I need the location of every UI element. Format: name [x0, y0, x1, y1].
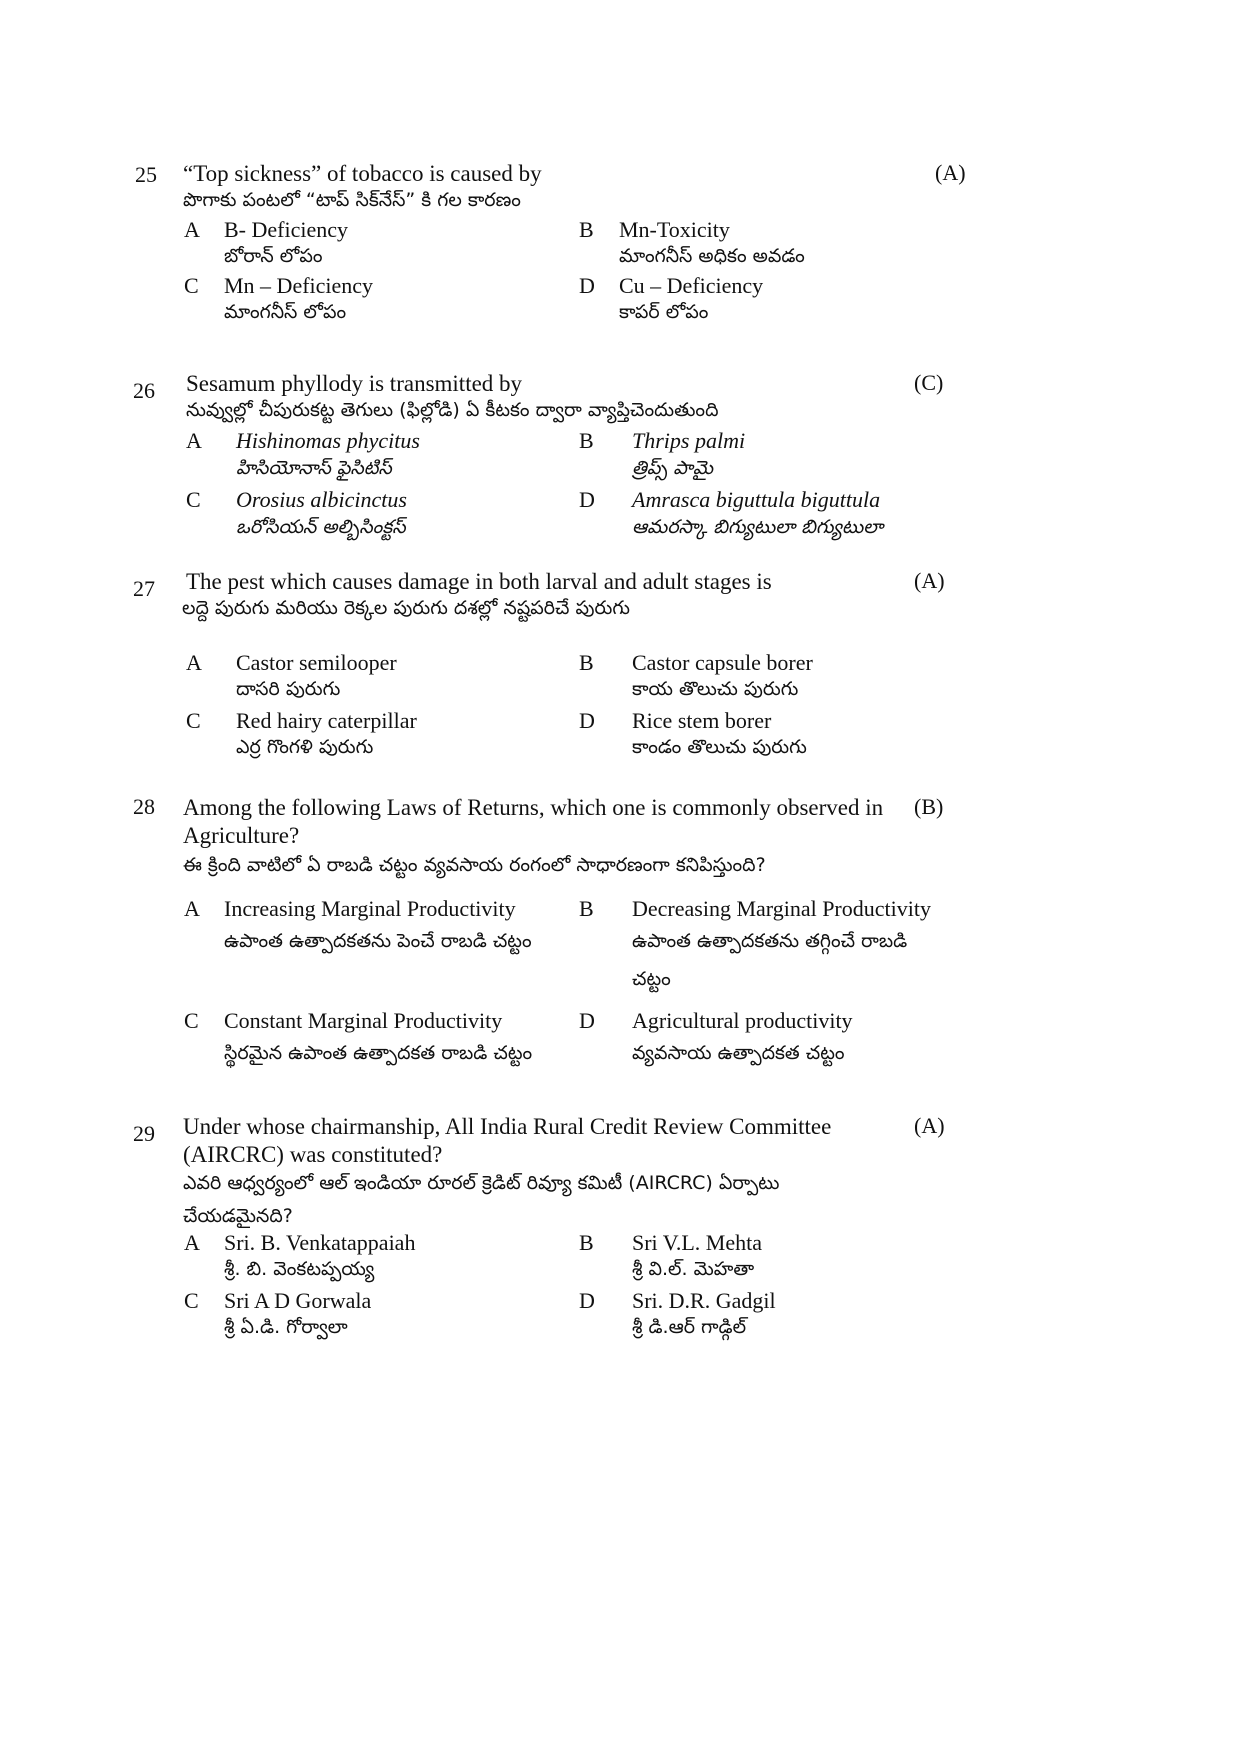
option-letter: D: [579, 487, 595, 512]
option-text: Mn – Deficiency: [224, 273, 374, 298]
option-text-telugu: ఆమరస్కా బిగ్యుటులా బిగ్యుటులా: [632, 516, 884, 538]
option-letter: C: [184, 1008, 199, 1033]
option-text: Sri. B. Venkatappaiah: [224, 1230, 416, 1255]
option-text-telugu: శ్రీ డి.ఆర్ గాడ్గిల్: [632, 1316, 747, 1338]
option-letter: C: [184, 273, 199, 298]
question-text: “Top sickness” of tobacco is caused by: [183, 161, 542, 186]
question-text-telugu: ఈ క్రింది వాటిలో ఏ రాబడి చట్టం వ్యవసాయ రంగంలో సాధారణంగా కనిపిస్తుంది?: [183, 854, 766, 876]
option-text-telugu: ఉపాంత ఉత్పాదకతను తగ్గించే రాబడి: [632, 930, 908, 952]
option-letter: D: [579, 1288, 595, 1313]
option-text: Agricultural productivity: [632, 1008, 853, 1033]
option-text-telugu: స్థిరమైన ఉపాంత ఉత్పాదకత రాబడి చట్టం: [224, 1042, 533, 1064]
option-text-telugu: వ్యవసాయ ఉత్పాదకత చట్టం: [632, 1042, 845, 1064]
question-text-telugu: లద్దె పురుగు మరియు రెక్కల పురుగు దశల్లో నష్టపరిచే పురుగు: [182, 597, 630, 619]
option-text: Sri A D Gorwala: [224, 1288, 372, 1313]
answer-key: (B): [914, 794, 944, 819]
option-text: Constant Marginal Productivity: [224, 1008, 503, 1033]
option-text: Cu – Deficiency: [619, 273, 764, 298]
option-text: Sri. D.R. Gadgil: [632, 1288, 776, 1313]
option-text-telugu: శ్రీ. బి. వెంకటప్పయ్య: [224, 1258, 375, 1280]
option-letter: B: [579, 896, 594, 921]
question-text: Sesamum phyllody is transmitted by: [186, 371, 523, 396]
option-text: Thrips palmi: [632, 428, 746, 453]
question-number: 25: [135, 162, 157, 187]
option-text: Decreasing Marginal Productivity: [632, 896, 931, 921]
option-text: Amrasca biguttula biguttula: [632, 487, 881, 512]
question-text-telugu: ఎవరి ఆధ్వర్యంలో ఆల్ ఇండియా రూరల్ క్రెడిట్ రివ్యూ కమిటీ (AIRCRC) ఏర్పాటు చేయడమైనది?: [183, 1172, 780, 1227]
option-text-telugu: బోరాన్ లోపం: [224, 245, 323, 267]
option-letter: B: [579, 1230, 594, 1255]
option-text: Castor semilooper: [236, 650, 397, 675]
option-letter: C: [184, 1288, 199, 1313]
option-text-telugu: దాసరి పురుగు: [236, 678, 341, 700]
option-text: Hishinomas phycitus: [236, 428, 420, 453]
question-number: 26: [133, 378, 155, 403]
option-letter: A: [186, 650, 202, 675]
option-text-telugu-continued: చట్టం: [632, 968, 671, 990]
option-text-telugu: కాండం తొలుచు పురుగు: [632, 736, 807, 758]
answer-key: (A): [914, 568, 945, 593]
question-text-telugu: నువ్వుల్లో చీపురుకట్ట తెగులు (ఫిల్లోడి) ఏ కీటకం ద్వారా వ్యాప్తిచెందుతుంది: [186, 399, 719, 421]
option-letter: D: [579, 273, 595, 298]
option-text-telugu: కాపర్ లోపం: [619, 301, 709, 323]
option-text-telugu: ఎర్ర గొంగళి పురుగు: [236, 736, 374, 758]
question-number: 28: [133, 794, 155, 819]
option-letter: B: [579, 428, 594, 453]
option-letter: C: [186, 708, 201, 733]
question-number: 27: [133, 576, 155, 601]
option-letter: A: [184, 896, 200, 921]
question-text: The pest which causes damage in both larval and adult stages is: [186, 569, 772, 594]
option-text: Orosius albicinctus: [236, 487, 407, 512]
option-text-telugu: హిసియోనాస్ ఫైసిటిస్: [236, 457, 392, 479]
option-letter: A: [184, 217, 200, 242]
option-text: Castor capsule borer: [632, 650, 813, 675]
option-text: Sri V.L. Mehta: [632, 1230, 762, 1255]
option-letter: B: [579, 217, 594, 242]
option-letter: B: [579, 650, 594, 675]
option-letter: D: [579, 708, 595, 733]
option-letter: C: [186, 487, 201, 512]
option-letter: D: [579, 1008, 595, 1033]
option-text: Red hairy caterpillar: [236, 708, 417, 733]
option-text-telugu: మాంగనీస్ అధికం అవడం: [619, 245, 805, 267]
option-text-telugu: కాయ తొలుచు పురుగు: [632, 678, 799, 700]
answer-key: (C): [914, 370, 944, 395]
answer-key: (A): [914, 1113, 945, 1138]
option-text: Mn-Toxicity: [619, 217, 730, 242]
option-text-telugu: ఉపాంత ఉత్పాదకతను పెంచే రాబడి చట్టం: [224, 930, 532, 952]
question-text: Among the following Laws of Returns, which one is commonly observed in Agriculture?: [183, 795, 884, 848]
option-text: Increasing Marginal Productivity: [224, 896, 516, 921]
option-text-telugu: శ్రీ వి.ల్. మెహతా: [632, 1258, 755, 1280]
question-text: Under whose chairmanship, All India Rural Credit Review Committee (AIRCRC) was constituted?: [183, 1114, 832, 1167]
option-text: Rice stem borer: [632, 708, 772, 733]
option-text-telugu: మాంగనీస్ లోపం: [224, 301, 347, 323]
answer-key: (A): [935, 160, 966, 185]
option-text-telugu: ఒరోసియన్ అల్బిసింక్టస్: [236, 516, 406, 538]
option-letter: A: [184, 1230, 200, 1255]
question-text-telugu: పొగాకు పంటలో “టాప్ సిక్‌నేస్” కి గల కారణం: [183, 189, 521, 211]
option-letter: A: [186, 428, 202, 453]
option-text: B- Deficiency: [224, 217, 348, 242]
option-text-telugu: శ్రీ ఏ.డి. గోర్వాలా: [224, 1316, 348, 1338]
option-text-telugu: త్రిప్స్ పామై: [632, 457, 713, 479]
question-number: 29: [133, 1121, 155, 1146]
